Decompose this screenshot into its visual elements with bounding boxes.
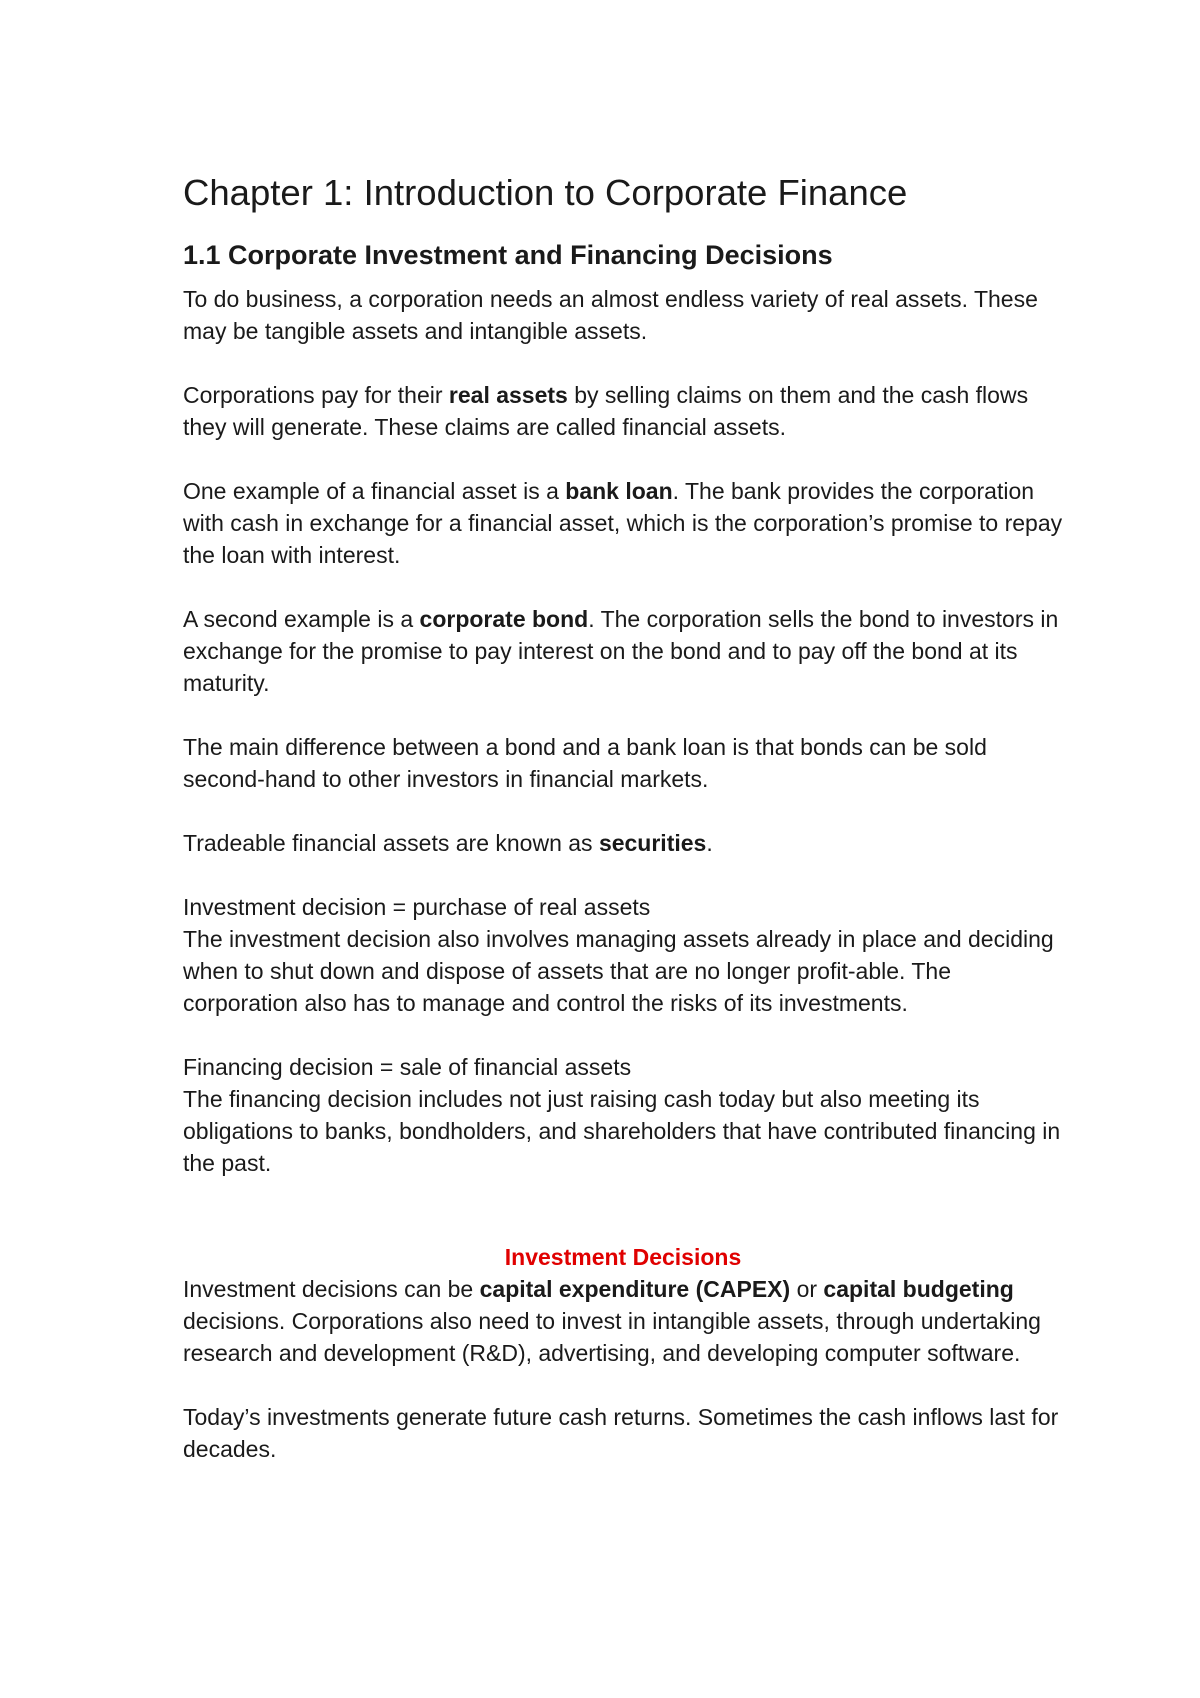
paragraph-real-assets: To do business, a corporation needs an almost endless variety of real assets. These may be tangible assets and intangible assets. [183,286,1038,345]
financing-decision-definition: Financing decision = sale of financial assets [183,1054,632,1081]
paragraph-bond-vs-loan: The main difference between a bond and a bank loan is that bonds can be sold second-hand to other investors in financial markets. [183,734,987,793]
investment-decisions-heading: Investment Decisions [504,1244,742,1271]
paragraph-bank-loan [183,475,1063,571]
paragraph-capex [183,1273,1063,1369]
term-bank-loan: bank loan [565,478,673,505]
paragraph-financing-decision [183,1051,1063,1179]
text: or [790,1276,824,1303]
text: by selling claims on them and the cash flows they will generate. These claims are called financial assets. [183,382,1029,441]
text: A second example is a [183,606,420,633]
paragraph-investment-decision [183,891,1063,1019]
investment-decision-definition: Investment decision = purchase of real assets [183,894,651,921]
text: Corporations pay for their [183,382,449,409]
section-title: 1.1 Corporate Investment and Financing Decisions [183,239,833,270]
text: . The bank provides the corporation with cash in exchange for a financial asset, which is the corporation’s promise to repay the loan with interest. [183,478,1063,569]
text: Tradeable financial assets are known as [183,830,599,857]
document-page [183,165,1063,1497]
text: . [706,830,713,857]
text: decisions. Corporations also need to invest in intangible assets, through undertaking research and development (R&D), advertising, and developing computer software. [183,1308,1041,1367]
financing-decision-body: The financing decision includes not just raising cash today but also meeting its obligations to banks, bondholders, and shareholders that have contributed financing in the past. [183,1086,1061,1177]
text: One example of a financial asset is a [183,478,566,505]
term-securities: securities [598,830,707,857]
text: . The corporation sells the bond to investors in exchange for the promise to pay interest on the bond and to pay off the bond at its maturity. [183,606,1059,697]
term-real-assets: real assets [448,382,568,409]
investment-decision-body: The investment decision also involves managing assets already in place and deciding when to shut down and dispose of assets that are no longer profit-able. The corporation also has to manage and control the risks of its investments. [183,926,1054,1017]
paragraph-future-returns: Today’s investments generate future cash returns. Sometimes the cash inflows last for decades. [183,1404,1059,1463]
paragraph-securities [183,827,1063,859]
term-capex: capital expenditure (CAPEX) [479,1276,791,1303]
term-capital-budgeting: capital budgeting [823,1276,1014,1303]
chapter-title: Chapter 1: Introduction to Corporate Finance [183,172,908,213]
term-corporate-bond: corporate bond [419,606,589,633]
paragraph-corporate-bond [183,603,1063,699]
text: Investment decisions can be [183,1276,480,1303]
paragraph-financial-assets [183,379,1063,443]
